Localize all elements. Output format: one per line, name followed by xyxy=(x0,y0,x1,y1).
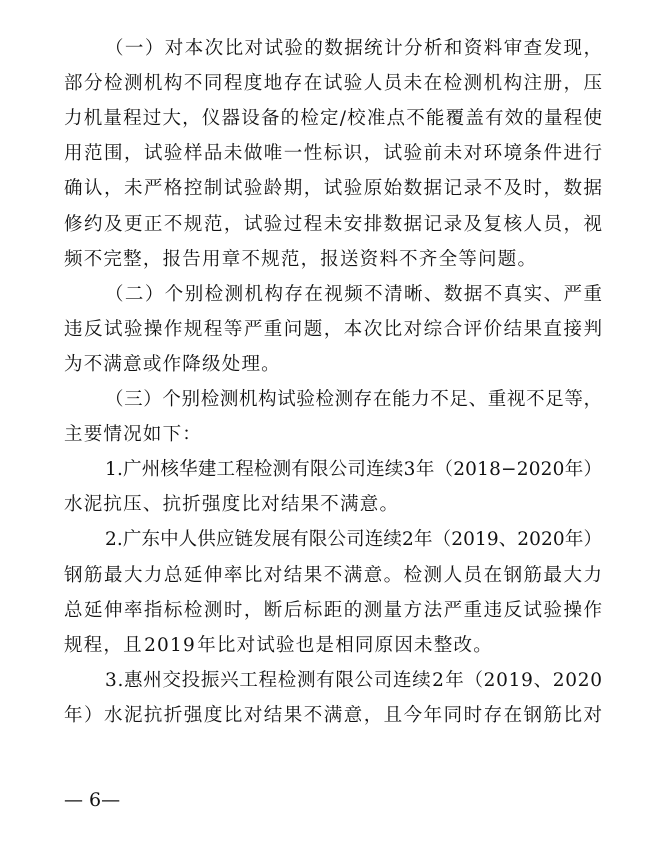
paragraph-line: 钢 筋 最 大 力 总 延 伸 率 比 对 结 果 不 满 意 。 检 测 人 员 在 钢 筋 最 大 力 xyxy=(64,564,602,586)
paragraph-line: 部 分 检 测 机 构 不 同 程 度 地 存 在 试 验 人 员 未 在 检 测 机 构 注 册 ， 压 xyxy=(64,73,602,95)
paragraph-line: 规 程 ， 且 2 0 1 9 年 比 对 试 验 也 是 相 同 原 因 未 整 改 。 xyxy=(64,634,492,656)
paragraph-line: （ 一 ） 对 本 次 比 对 试 验 的 数 据 统 计 分 析 和 资 料 审 查 发 现 ， xyxy=(105,38,602,59)
paragraph-line: 总 延 伸 率 指 标 检 测 时 ， 断 后 标 距 的 测 量 方 法 严 重 违 反 试 验 操 作 xyxy=(64,599,602,621)
paragraph-line: 违 反 试 验 操 作 规 程 等 严 重 问 题 ， 本 次 比 对 综 合 评 价 结 果 直 接 判 xyxy=(64,318,602,340)
paragraph-line: 频 不 完 整 ， 报 告 用 章 不 规 范 ， 报 送 资 料 不 齐 全 等 问 题 。 xyxy=(64,248,536,270)
paragraph-line: 2 . 广 东 中 人 供 应 链 发 展 有 限 公 司 连 续 2 年 （ 2 0 1 9 、 2 0 2 0 年 ） xyxy=(105,529,602,551)
paragraph-line: 为 不 满 意 或 作 降 级 处 理 。 xyxy=(64,353,280,375)
paragraph-line: 主 要 情 况 如 下 ： xyxy=(64,424,201,446)
paragraph-line: 力 机 量 程 过 大 ， 仪 器 设 备 的 检 定 / 校 准 点 不 能 覆 盖 有 效 的 量 程 使 xyxy=(64,108,602,130)
paragraph-line: 3 . 惠 州 交 投 振 兴 工 程 检 测 有 限 公 司 连 续 2 年 （ 2 0 1 9 、 2 0 2 0 xyxy=(105,669,602,691)
paragraph-line: 确 认 ， 未 严 格 控 制 试 验 龄 期 ， 试 验 原 始 数 据 记 录 不 及 时 ， 数 据 xyxy=(64,178,602,200)
paragraph-line: 用 范 围 ， 试 验 样 品 未 做 唯 一 性 标 识 ， 试 验 前 未 对 环 境 条 件 进 行 xyxy=(64,143,602,165)
paragraph-line: 年 ） 水 泥 抗 折 强 度 比 对 结 果 不 满 意 ， 且 今 年 同 时 存 在 钢 筋 比 对 xyxy=(64,704,602,726)
paragraph-line: 1 . 广 州 核 华 建 工 程 检 测 有 限 公 司 连 续 3 年 （ 2 0 1 8 − 2 0 2 0 年 ） xyxy=(105,459,602,481)
paragraph-line: 修 约 及 更 正 不 规 范 ， 试 验 过 程 未 安 排 数 据 记 录 及 复 核 人 员 ， 视 xyxy=(64,213,602,235)
paragraph-line: 水 泥 抗 压 、 抗 折 强 度 比 对 结 果 不 满 意 。 xyxy=(64,494,398,516)
paragraph-line: （ 二 ） 个 别 检 测 机 构 存 在 视 频 不 清 晰 、 数 据 不 真 实 、 严 重 xyxy=(105,283,602,305)
paragraph-line: （ 三 ） 个 别 检 测 机 构 试 验 检 测 存 在 能 力 不 足 、 重 视 不 足 等 ， xyxy=(105,389,602,410)
page-number: — 6— xyxy=(64,789,121,811)
